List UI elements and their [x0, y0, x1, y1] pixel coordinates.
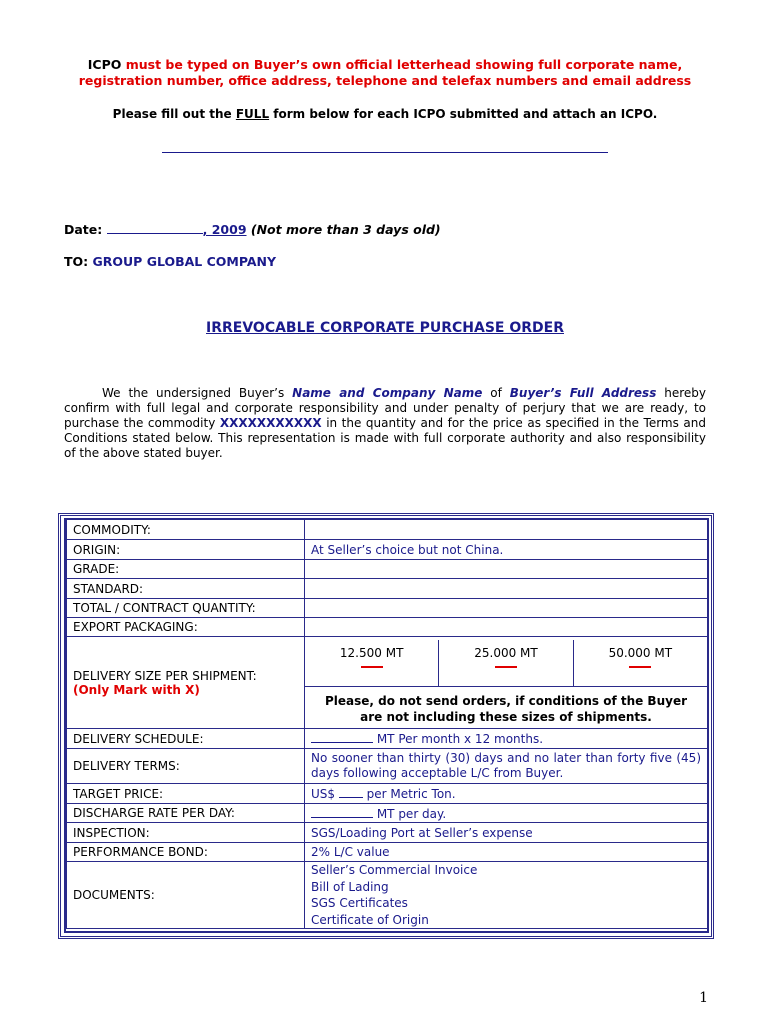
origin-value: At Seller’s choice but not China.: [305, 540, 708, 560]
discharge-blank[interactable]: [311, 806, 373, 818]
row-documents: [67, 862, 708, 929]
schedule-blank[interactable]: [311, 731, 373, 743]
discharge-rate-value: [305, 804, 708, 823]
row-target-price: [67, 784, 708, 804]
row-delivery-schedule: [67, 729, 708, 749]
target-blank[interactable]: [339, 786, 363, 798]
fill-instruction: [60, 107, 710, 121]
row-performance-bond: [67, 843, 708, 862]
commodity-value[interactable]: [305, 520, 708, 540]
instr-pre: Please fill out the: [112, 107, 236, 121]
size-option-3-mark[interactable]: [629, 666, 651, 668]
buyer-name: Name and Company Name: [292, 386, 483, 400]
row-discharge-rate: [67, 804, 708, 823]
discharge-text: MT per day.: [373, 806, 447, 821]
delivery-schedule-label: DELIVERY SCHEDULE:: [67, 729, 305, 749]
row-standard: [67, 579, 708, 599]
row-delivery-size: [67, 637, 708, 729]
row-total-quantity: [67, 599, 708, 618]
page-number: 1: [699, 990, 708, 1006]
row-inspection: [67, 823, 708, 843]
date-note: (Not more than 3 days old): [246, 222, 441, 237]
document-item: Seller’s Commercial Invoice: [311, 863, 478, 877]
export-packaging-value[interactable]: [305, 618, 708, 637]
body-p2: of: [482, 386, 510, 400]
grade-label: GRADE:: [67, 560, 305, 579]
standard-label: STANDARD:: [67, 579, 305, 599]
grade-value[interactable]: [305, 560, 708, 579]
date-label: Date:: [64, 222, 107, 237]
instr-full: FULL: [235, 107, 270, 121]
size-option-1-mark[interactable]: [361, 666, 383, 668]
document-title: [60, 320, 710, 336]
document-item: SGS Certificates: [311, 896, 408, 910]
letterhead-line1: must be typed on Buyer’s own official letterhead showing full corporate name,: [121, 57, 683, 72]
row-origin: [67, 540, 708, 560]
documents-label: DOCUMENTS:: [67, 862, 305, 929]
letterhead-line2: registration number, office address, telephone and telefax numbers and email address: [78, 73, 692, 88]
to-line: [64, 254, 276, 269]
row-export-packaging: [67, 618, 708, 637]
inspection-value: SGS/Loading Port at Seller’s expense: [305, 823, 708, 843]
date-line: [64, 221, 441, 237]
body-p4: in the quantity and for the price as specified in the Terms and Conditions stated below. This representation is made with full corporate authority and also responsibility of the above stated buyer.: [64, 416, 707, 460]
size-option-2[interactable]: [439, 640, 573, 686]
date-year: , 2009: [202, 222, 247, 237]
size-option-3[interactable]: [574, 640, 707, 686]
size-option-2-label: 25.000 MT: [474, 646, 538, 660]
delivery-size-label: DELIVERY SIZE PER SHIPMENT:: [73, 668, 257, 683]
order-form-table: [66, 519, 708, 929]
target-post: per Metric Ton.: [362, 787, 456, 801]
size-option-1[interactable]: [305, 640, 439, 686]
performance-bond-value: 2% L/C value: [305, 843, 708, 862]
commodity-placeholder: XXXXXXXXXXX: [219, 416, 322, 430]
letterhead-instruction: [60, 57, 710, 89]
size-options: [305, 640, 707, 687]
document-item: Certificate of Origin: [311, 912, 429, 927]
size-option-3-label: 50.000 MT: [608, 646, 673, 660]
row-delivery-terms: [67, 749, 708, 784]
row-commodity: [67, 520, 708, 540]
body-paragraph: [64, 386, 706, 461]
origin-label: ORIGIN:: [67, 540, 305, 560]
instr-post: form below for each ICPO submitted and attach an ICPO.: [269, 107, 658, 121]
delivery-terms-value: No sooner than thirty (30) days and no later than forty five (45) days following acceptable L/C from Buyer.: [305, 749, 708, 784]
document-item: Bill of Lading: [311, 879, 389, 894]
icpo-label: ICPO: [87, 57, 122, 72]
target-price-label: TARGET PRICE:: [67, 784, 305, 804]
inspection-label: INSPECTION:: [67, 823, 305, 843]
buyer-address: Buyer’s Full Address: [509, 386, 657, 400]
size-option-2-mark[interactable]: [495, 666, 517, 668]
row-grade: [67, 560, 708, 579]
commodity-label: COMMODITY:: [67, 520, 305, 540]
performance-bond-label: PERFORMANCE BOND:: [67, 843, 305, 862]
size-note: Please, do not send orders, if conditions of the Buyer are not including these sizes of shipments.: [324, 694, 688, 724]
delivery-size-label-cell: [67, 637, 305, 729]
to-company: GROUP GLOBAL COMPANY: [92, 254, 277, 269]
target-pre: US$: [311, 787, 339, 801]
export-packaging-label: EXPORT PACKAGING:: [67, 618, 305, 637]
title-text: IRREVOCABLE CORPORATE PURCHASE ORDER: [206, 320, 564, 336]
body-p3: hereby confirm with full legal and corporate responsibility and under penalty of perjury that we are ready, to purchase the commodity: [64, 386, 707, 430]
target-price-value: [305, 784, 708, 804]
total-quantity-label: TOTAL / CONTRACT QUANTITY:: [67, 599, 305, 618]
delivery-schedule-value: [305, 729, 708, 749]
body-p1: We the undersigned Buyer’s: [102, 386, 293, 400]
standard-value[interactable]: [305, 579, 708, 599]
only-mark-note: (Only Mark with X): [73, 682, 200, 697]
to-label: TO:: [64, 254, 93, 269]
date-blank[interactable]: [107, 221, 203, 234]
size-option-1-label: 12.500 MT: [339, 646, 404, 660]
signature-line: [162, 152, 608, 153]
schedule-text: MT Per month x 12 months.: [373, 732, 544, 746]
total-quantity-value[interactable]: [305, 599, 708, 618]
documents-value: [305, 862, 708, 929]
delivery-terms-label: DELIVERY TERMS:: [67, 749, 305, 784]
discharge-rate-label: DISCHARGE RATE PER DAY:: [67, 804, 305, 823]
delivery-size-value-cell: [305, 637, 708, 729]
